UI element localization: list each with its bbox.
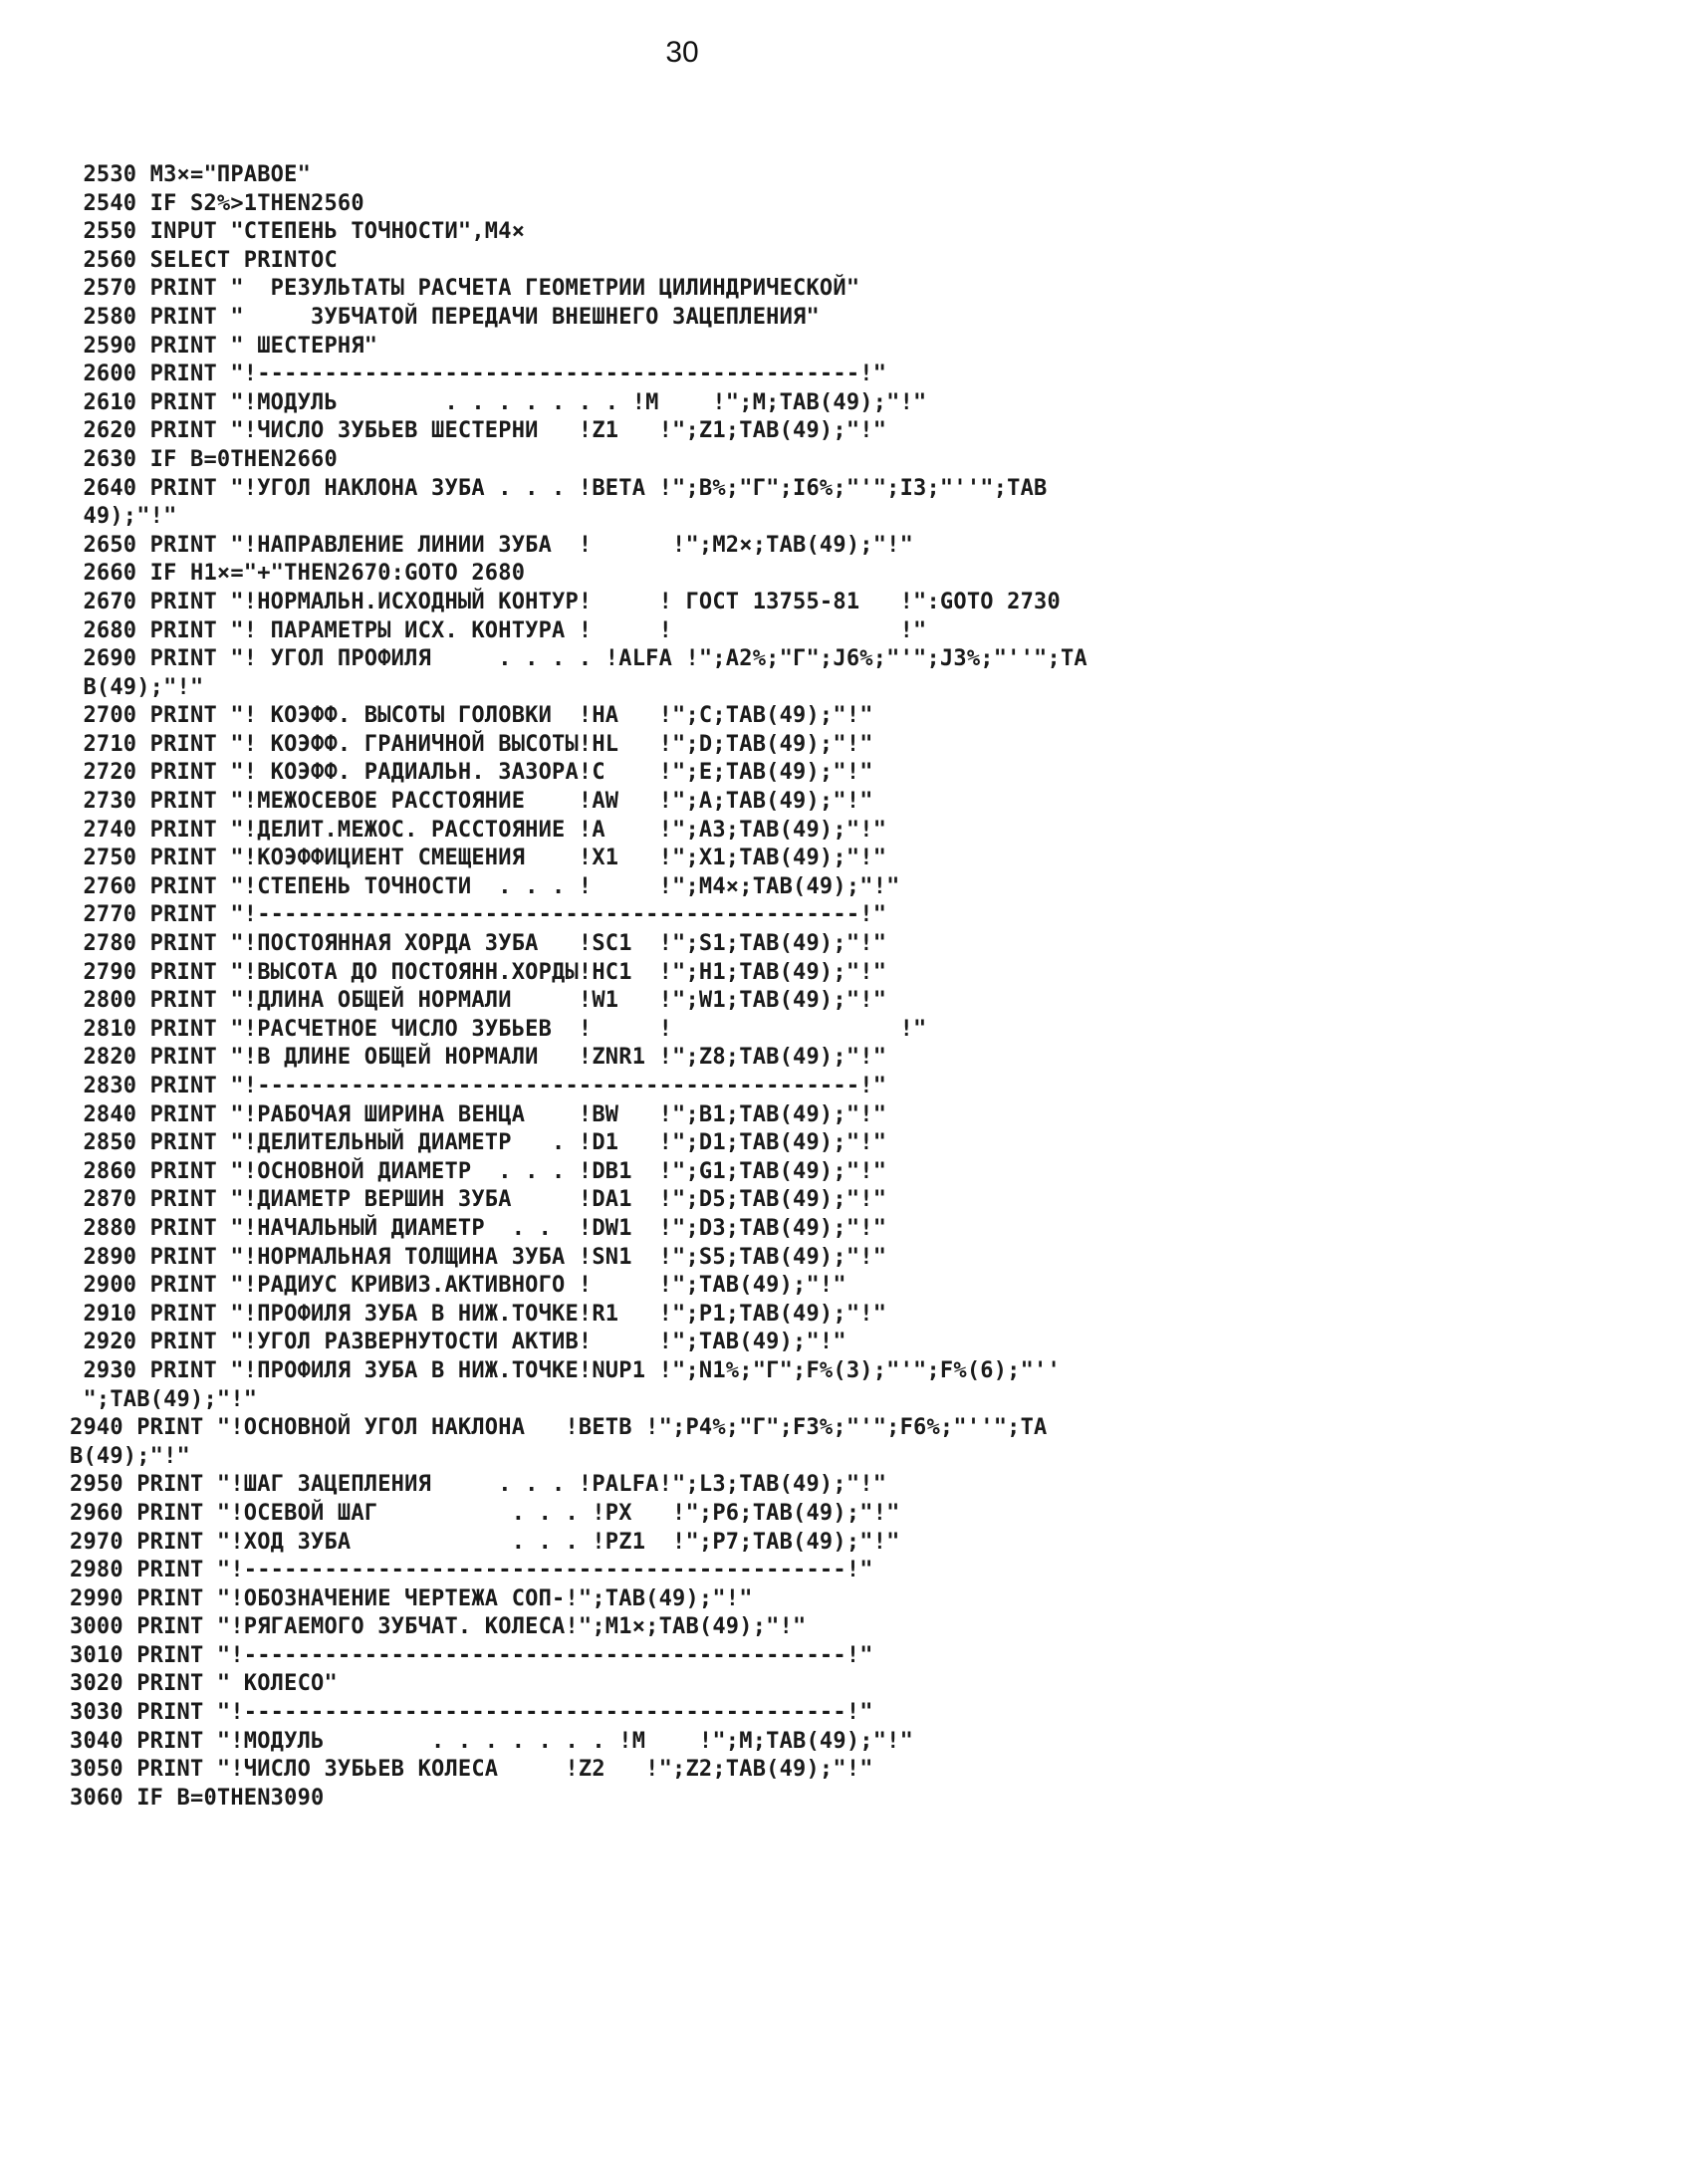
code-line: 49);"!" (70, 504, 177, 530)
code-line: 2900 PRINT "!РАДИУС КРИВИЗ.АКТИВНОГО ! !";TAB(49);"!" (70, 1273, 846, 1299)
code-line: 2770 PRINT "!---------------------------------------------!" (70, 902, 887, 928)
code-line: 3020 PRINT " КОЛЕСО" (70, 1671, 338, 1697)
code-line: 2960 PRINT "!ОСЕВОЙ ШАГ . . . !PX !";P6;TAB(49);"!" (70, 1500, 900, 1526)
code-line: 2800 PRINT "!ДЛИНА ОБЩЕЙ НОРМАЛИ !W1 !";W1;TAB(49);"!" (70, 988, 887, 1014)
code-line: 2720 PRINT "! КОЭФФ. РАДИАЛЬН. ЗАЗОРА!C !";E;TAB(49);"!" (70, 760, 873, 786)
code-line: B(49);"!" (70, 1443, 191, 1469)
code-line: 2740 PRINT "!ДЕЛИТ.МЕЖОС. РАССТОЯНИЕ !A !";A3;TAB(49);"!" (70, 817, 887, 843)
code-line: 2880 PRINT "!НАЧАЛЬНЫЙ ДИАМЕТР . . !DW1 !";D3;TAB(49);"!" (70, 1215, 887, 1241)
code-line: 2860 PRINT "!ОСНОВНОЙ ДИАМЕТР . . . !DB1 !";G1;TAB(49);"!" (70, 1158, 887, 1184)
code-line: 3030 PRINT "!---------------------------------------------!" (70, 1700, 873, 1726)
code-line: 3060 IF B=0THEN3090 (70, 1785, 325, 1811)
code-line: 2920 PRINT "!УГОЛ РАЗВЕРНУТОСТИ АКТИВ! !";TAB(49);"!" (70, 1330, 846, 1355)
code-line: 2930 PRINT "!ПРОФИЛЯ ЗУБА В НИЖ.ТОЧКЕ!NUP1 !";N1%;"Г";F%(3);"'";F%(6);"'' (70, 1357, 1061, 1383)
code-line: 2680 PRINT "! ПАРАМЕТРЫ ИСХ. КОНТУРА ! ! !" (70, 617, 927, 643)
code-line: 2650 PRINT "!НАПРАВЛЕНИЕ ЛИНИИ ЗУБА ! !";M2×;TAB(49);"!" (70, 532, 914, 558)
code-line: 2950 PRINT "!ШАГ ЗАЦЕПЛЕНИЯ . . . !PALFA!";L3;TAB(49);"!" (70, 1472, 887, 1498)
code-line: 2610 PRINT "!МОДУЛЬ . . . . . . . !M !";M;TAB(49);"!" (70, 389, 927, 415)
code-line: 2910 PRINT "!ПРОФИЛЯ ЗУБА В НИЖ.ТОЧКЕ!R1 !";P1;TAB(49);"!" (70, 1301, 887, 1327)
code-line: 2690 PRINT "! УГОЛ ПРОФИЛЯ . . . . !ALFA !";A2%;"Г";J6%;"'";J3%;"''";TA (70, 646, 1087, 672)
code-line: 2600 PRINT "!---------------------------------------------!" (70, 362, 887, 387)
code-line: 2870 PRINT "!ДИАМЕТР ВЕРШИН ЗУБА !DA1 !";D5;TAB(49);"!" (70, 1187, 887, 1213)
code-line: 2890 PRINT "!НОРМАЛЬНАЯ ТОЛЩИНА ЗУБА !SN1 !";S5;TAB(49);"!" (70, 1244, 887, 1270)
code-line: 3010 PRINT "!---------------------------------------------!" (70, 1642, 873, 1668)
code-line: 2590 PRINT " ШЕСТЕРНЯ" (70, 333, 378, 359)
code-line: 2560 SELECT PRINTOC (70, 247, 338, 273)
code-line: 2670 PRINT "!НОРМАЛЬН.ИСХОДНЫЙ КОНТУР! ! ГОСТ 13755-81 !":GOTO 2730 (70, 589, 1061, 614)
code-line: ";TAB(49);"!" (70, 1386, 258, 1412)
code-line: 2840 PRINT "!РАБОЧАЯ ШИРИНА ВЕНЦА !BW !";B1;TAB(49);"!" (70, 1101, 887, 1127)
page-number: 30 (665, 36, 699, 69)
code-line: 2570 PRINT " РЕЗУЛЬТАТЫ РАСЧЕТА ГЕОМЕТРИИ ЦИЛИНДРИЧЕСКОЙ" (70, 276, 860, 302)
code-line: 2760 PRINT "!СТЕПЕНЬ ТОЧНОСТИ . . . ! !";M4×;TAB(49);"!" (70, 873, 900, 899)
code-line: 2730 PRINT "!МЕЖОСЕВОЕ РАССТОЯНИЕ !AW !";A;TAB(49);"!" (70, 789, 873, 815)
code-line: 2700 PRINT "! КОЭФФ. ВЫСОТЫ ГОЛОВКИ !HA !";C;TAB(49);"!" (70, 703, 873, 729)
code-line: 2830 PRINT "!---------------------------------------------!" (70, 1074, 887, 1098)
code-line: 2790 PRINT "!ВЫСОТА ДО ПОСТОЯНН.ХОРДЫ!HC1 !";H1;TAB(49);"!" (70, 959, 887, 985)
basic-program-listing (70, 161, 1364, 1813)
code-line: 2620 PRINT "!ЧИСЛО ЗУБЬЕВ ШЕСТЕРНИ !Z1 !";Z1;TAB(49);"!" (70, 418, 887, 444)
code-line: 2710 PRINT "! КОЭФФ. ГРАНИЧНОЙ ВЫСОТЫ!HL !";D;TAB(49);"!" (70, 731, 873, 757)
code-line: 2530 M3×="ПРАВОЕ" (70, 162, 312, 187)
code-line: 2940 PRINT "!ОСНОВНОЙ УГОЛ НАКЛОНА !BETB !";P4%;"Г";F3%;"'";F6%;"''";TA (70, 1415, 1048, 1441)
code-line: 3050 PRINT "!ЧИСЛО ЗУБЬЕВ КОЛЕСА !Z2 !";Z2;TAB(49);"!" (70, 1757, 873, 1783)
code-line: 2580 PRINT " ЗУБЧАТОЙ ПЕРЕДАЧИ ВНЕШНЕГО ЗАЦЕПЛЕНИЯ" (70, 304, 820, 330)
code-line: B(49);"!" (70, 674, 204, 700)
code-line: 2750 PRINT "!КОЭФФИЦИЕНТ СМЕЩЕНИЯ !X1 !";X1;TAB(49);"!" (70, 846, 887, 871)
code-line: 2980 PRINT "!---------------------------------------------!" (70, 1558, 873, 1583)
code-line: 2820 PRINT "!В ДЛИНЕ ОБЩЕЙ НОРМАЛИ !ZNR1 !";Z8;TAB(49);"!" (70, 1045, 887, 1071)
code-line: 3040 PRINT "!МОДУЛЬ . . . . . . . !M !";M;TAB(49);"!" (70, 1728, 914, 1754)
code-line: 2660 IF H1×="+"THEN2670:GOTO 2680 (70, 561, 526, 587)
code-line: 2640 PRINT "!УГОЛ НАКЛОНА ЗУБА . . . !BETA !";B%;"Г";I6%;"'";I3;"''";TAB (70, 475, 1048, 501)
code-line: 2810 PRINT "!РАСЧЕТНОЕ ЧИСЛО ЗУБЬЕВ ! ! !" (70, 1016, 927, 1042)
code-line: 3000 PRINT "!РЯГАЕМОГО ЗУБЧАТ. КОЛЕСА!";M1×;TAB(49);"!" (70, 1614, 807, 1640)
code-line: 2550 INPUT "СТЕПЕНЬ ТОЧНОСТИ",M4× (70, 219, 526, 245)
code-line: 2780 PRINT "!ПОСТОЯННАЯ ХОРДА ЗУБА !SC1 !";S1;TAB(49);"!" (70, 931, 887, 957)
code-line: 2630 IF B=0THEN2660 (70, 446, 338, 472)
code-line: 2970 PRINT "!ХОД ЗУБА . . . !PZ1 !";P7;TAB(49);"!" (70, 1529, 900, 1555)
code-line: 2540 IF S2%>1THEN2560 (70, 190, 364, 216)
code-line: 2850 PRINT "!ДЕЛИТЕЛЬНЫЙ ДИАМЕТР . !D1 !";D1;TAB(49);"!" (70, 1130, 887, 1156)
code-line: 2990 PRINT "!ОБОЗНАЧЕНИЕ ЧЕРТЕЖА СОП-!";TAB(49);"!" (70, 1585, 753, 1611)
